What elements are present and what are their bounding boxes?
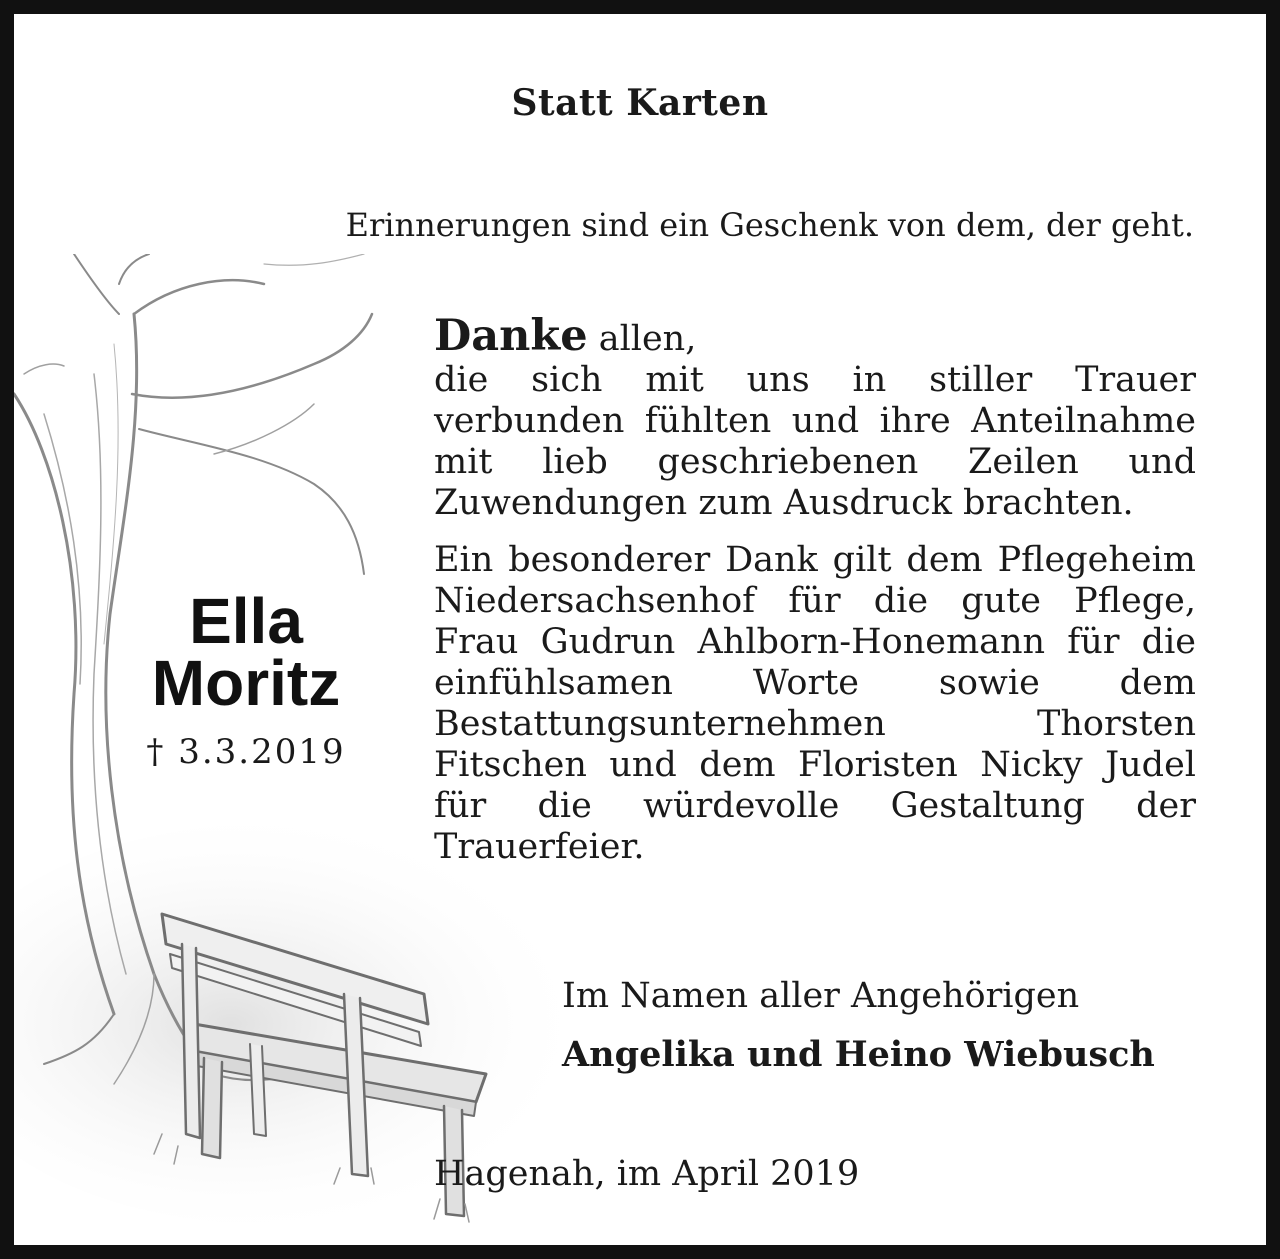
thanks-recipients: allen, [587,319,697,359]
deceased-last-name: Moritz [151,647,341,719]
thanks-paragraph-one: die sich mit uns in stiller Trauer verbunden fühlten und ihre Anteilnahme mit lieb geschriebenen Zeilen und Zuwendungen zum Ausdruck brachten. [434,360,1196,523]
thanks-paragraph-two: Ein besonderer Dank gilt dem Pflegeheim Niedersachsenhof für die gute Pflege, Frau Gudrun Ahlborn-Honemann für die einfühlsamen Worte sowie dem Bestattungsunternehmen Thorsten Fitschen und dem Floristen Nicky Judel für die würdevolle Gestaltung der Trauerfeier. [434,540,1196,867]
death-date: † 3.3.2019 [146,732,346,772]
deceased-first-name: Ella [189,585,303,657]
deceased-block [126,585,366,772]
signature-names: Angelika und Heino Wiebusch [562,1034,1155,1075]
thanks-word: Danke [434,311,588,361]
signature-block [562,976,1155,1075]
place-and-date: Hagenah, im April 2019 [434,1154,860,1194]
header-title: Statt Karten [511,82,769,124]
thanks-heading-line [434,311,1196,361]
thanks-text [434,311,1196,868]
memorial-motto: Erinnerungen sind ein Geschenk von dem, der geht. [345,206,1194,244]
signature-intro: Im Namen aller Angehörigen [562,976,1080,1016]
